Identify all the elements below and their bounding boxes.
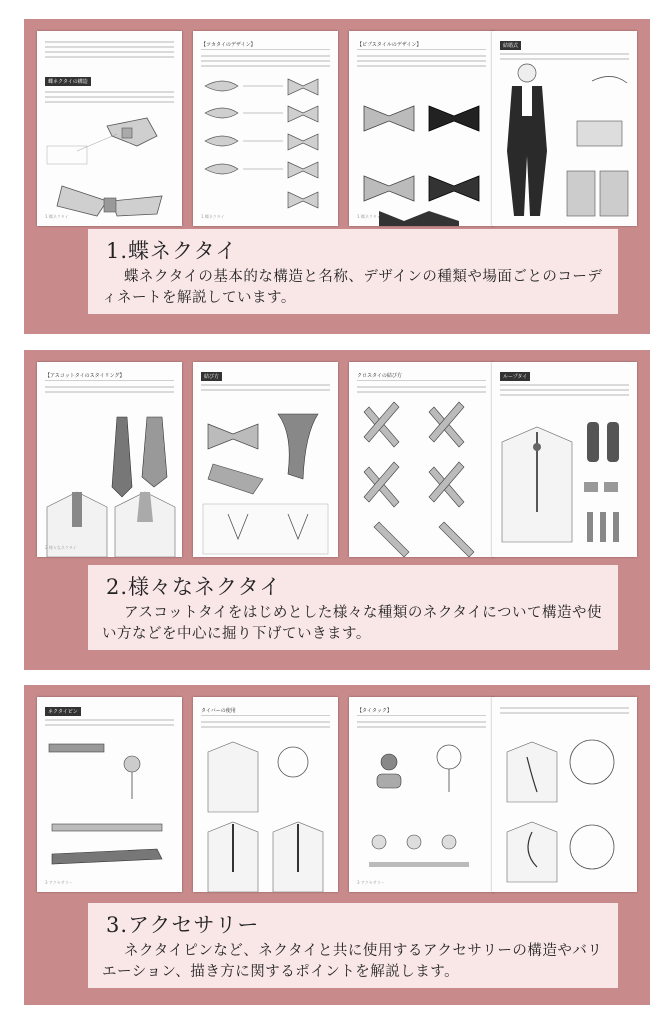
page-heading: ループタイ (500, 372, 530, 381)
tie-pin-illustration (37, 729, 182, 892)
page-heading: 【ビブスタイルのデザイン】 (357, 42, 422, 48)
tie-bar-usage-illustration (193, 732, 338, 892)
page-heading: 結び方 (201, 372, 222, 381)
preview-page-2 (193, 697, 338, 892)
tie-chain-illustration (492, 722, 637, 892)
page-heading: タイバーの使用 (201, 708, 236, 714)
section-various-ties (24, 350, 650, 670)
section-caption (88, 903, 618, 988)
page-heading: 【タイタック】 (357, 708, 392, 714)
preview-page-3 (349, 362, 494, 557)
section-description: 蝶ネクタイの基本的な構造と名称、デザインの種類や場面ごとのコーディネートを解説しています。 (102, 269, 603, 306)
bowtie-structure-illustration (37, 106, 182, 226)
section-title: 2.様々なネクタイ (106, 575, 282, 599)
section-title: 3.アクセサリー (106, 913, 260, 937)
page-footer: 3 アクセサリー (357, 880, 385, 885)
page-footer: 3 アクセサリー (45, 880, 73, 885)
preview-page-4 (492, 362, 637, 557)
tsukatai-designs-illustration (193, 71, 338, 221)
page-footer: 1 蝶ネクタイ (201, 214, 225, 219)
preview-page-1 (37, 697, 182, 892)
section-title: 1.蝶ネクタイ (106, 239, 238, 263)
page-heading: ネクタイピン (45, 707, 81, 716)
page-footer: 1 蝶ネクタイ (45, 214, 69, 219)
section-bowtie (24, 19, 650, 334)
preview-page-2 (193, 31, 338, 226)
preview-page-2 (193, 362, 338, 557)
section-accessories (24, 685, 650, 1005)
page-heading: クロスタイの結び方 (357, 373, 402, 379)
bib-style-bowtie-illustration (349, 76, 494, 226)
tailcoat-figure-illustration (492, 61, 637, 226)
page-heading: 【ツカタイのデザイン】 (201, 42, 256, 48)
preview-page-4 (492, 31, 637, 226)
section-caption (88, 565, 618, 650)
section-description: アスコットタイをはじめとした様々な種類のネクタイについて構造や使い方などを中心に掘り下げていきます。 (102, 605, 602, 642)
page-heading: 蝶ネクタイの構造 (45, 77, 91, 86)
preview-page-3 (349, 697, 494, 892)
preview-page-4 (492, 697, 637, 892)
page-footer: 1 蝶ネクタイ (357, 214, 381, 219)
preview-page-3 (349, 31, 494, 226)
page-footer: 2 様々なネクタイ (45, 545, 77, 550)
page-heading: 【アスコットタイのスタイリング】 (45, 373, 125, 379)
cross-tie-steps-illustration (349, 397, 494, 557)
section-caption (88, 229, 618, 314)
tie-knotting-illustration (193, 394, 338, 557)
section-description: ネクタイピンなど、ネクタイと共に使用するアクセサリーの構造やバリエーション、描き方に関するポイントを解説します。 (102, 943, 603, 980)
preview-page-1 (37, 362, 182, 557)
page-heading: 結婚式 (500, 41, 521, 50)
preview-page-1 (37, 31, 182, 226)
loop-tie-illustration (492, 402, 637, 557)
ascot-styling-illustration (37, 397, 182, 557)
tie-tack-illustration (349, 732, 494, 892)
